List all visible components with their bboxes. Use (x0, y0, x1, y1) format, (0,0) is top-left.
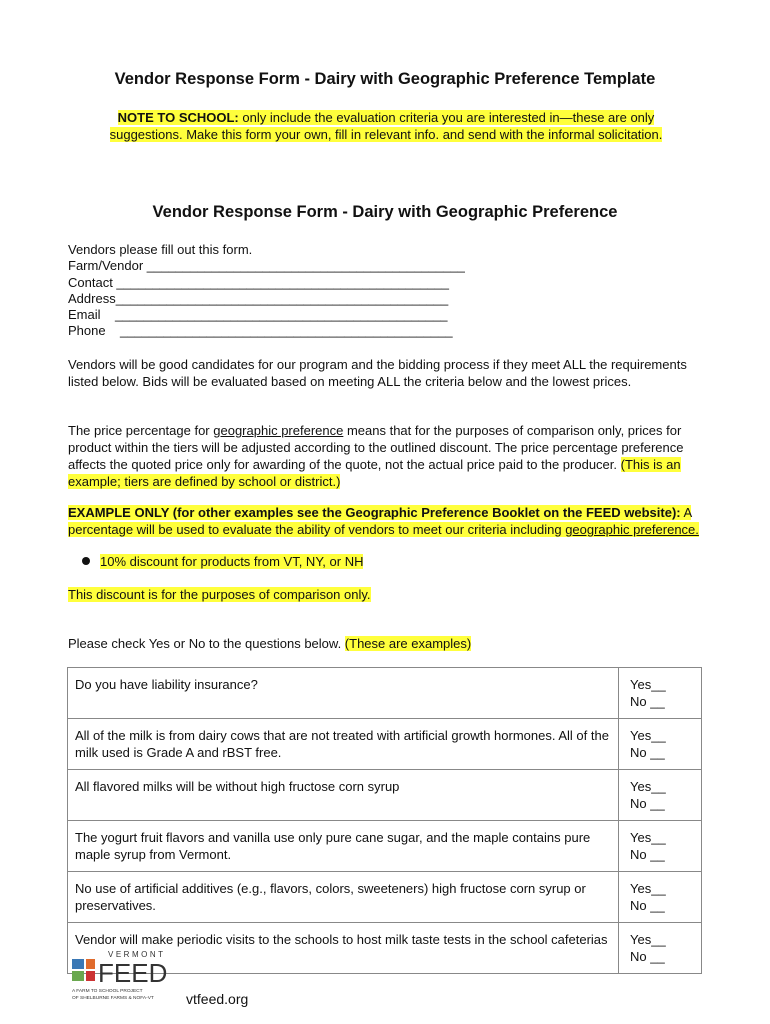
note-to-school (80, 109, 692, 143)
requirements-paragraph: Vendors will be good candidates for our program and the bidding process if they meet ALL the requirements listed below. Bids will be evaluated based on meeting ALL the criteria below and the lowest prices. (68, 357, 687, 389)
question-cell: All flavored milks will be without high fructose corn syrup (68, 770, 619, 821)
note-label: NOTE TO SCHOOL: (117, 110, 239, 125)
tier-example-note: (This is an example; tiers are defined by school or district.) (68, 457, 681, 489)
answer-cell (619, 923, 702, 974)
yes-option[interactable]: Yes__ (630, 932, 666, 947)
geographic-preference-link: geographic preference (213, 423, 344, 438)
table-row (68, 770, 702, 821)
phone-field[interactable]: Phone ______________________________________________ (68, 323, 453, 339)
logo-main-text: FEED (98, 958, 168, 988)
logo-sub2-text: OF SHELBURNE FARMS & NOFA-VT (72, 996, 154, 1001)
discount-text: 10% discount for products from VT, NY, or NH (100, 554, 364, 569)
address-field[interactable]: Address______________________________________________ (68, 290, 449, 306)
table-row (68, 872, 702, 923)
form-title: Vendor Response Form - Dairy with Geographic Preference (152, 203, 618, 221)
example-paragraph (68, 504, 708, 538)
no-option[interactable]: No __ (630, 745, 665, 760)
no-option[interactable]: No __ (630, 898, 665, 913)
discount-note-text: This discount is for the purposes of comparison only. (68, 587, 371, 602)
yes-option[interactable]: Yes__ (630, 779, 666, 794)
question-cell: The yogurt fruit flavors and vanilla use only pure cane sugar, and the maple contains pure maple syrup from Vermont. (68, 821, 619, 872)
vermont-feed-logo (70, 949, 182, 1001)
price-preference-paragraph (68, 422, 708, 490)
no-option[interactable]: No __ (630, 694, 665, 709)
bullet-icon (82, 557, 90, 565)
question-cell: Vendor will make periodic visits to the schools to host milk taste tests in the school cafeterias (68, 923, 619, 974)
p2-text-a: The price percentage for (68, 423, 214, 438)
answer-cell (619, 668, 702, 719)
vendor-fields (68, 242, 465, 340)
fields-intro: Vendors please fill out this form. (68, 242, 253, 257)
table-row (68, 668, 702, 719)
template-title: Vendor Response Form - Dairy with Geographic Preference Template (114, 70, 656, 88)
geographic-preference-link-2: geographic preference. (565, 522, 699, 537)
question-cell: All of the milk is from dairy cows that are not treated with artificial growth hormones. All of the milk used is Grade A and rBST free. (68, 719, 619, 770)
contact-field[interactable]: Contact ______________________________________________ (68, 274, 449, 290)
yes-option[interactable]: Yes__ (630, 677, 666, 692)
yes-option[interactable]: Yes__ (630, 881, 666, 896)
yes-option[interactable]: Yes__ (630, 728, 666, 743)
discount-bullet (82, 553, 363, 570)
answer-cell (619, 719, 702, 770)
table-row (68, 821, 702, 872)
p2-text-b: means that for the purposes of comparison only, prices for product within the tiers will be adjusted according to the outlined discount. The price percentage preference affects the quoted price only for awarding of the quote, not the actual price paid to the producer. (68, 423, 684, 472)
answer-cell (619, 872, 702, 923)
logo-sub1-text: A FARM TO SCHOOL PROJECT (72, 989, 143, 994)
note-text: only include the evaluation criteria you are interested in—these are only suggestions. Make this form your own, fill in relevant info. and send with the informal solicitation. (109, 110, 663, 142)
example-text: A percentage will be used to evaluate the ability of vendors to meet our criteria including (68, 505, 692, 537)
instructions-text: Please check Yes or No to the questions below. (68, 636, 345, 651)
yes-option[interactable]: Yes__ (630, 830, 666, 845)
farm-vendor-field[interactable]: Farm/Vendor ____________________________________________ (68, 258, 465, 274)
logo-top-text: VERMONT (108, 950, 166, 959)
answer-cell (619, 821, 702, 872)
criteria-table (67, 667, 702, 974)
discount-note (68, 586, 708, 603)
no-option[interactable]: No __ (630, 796, 665, 811)
no-option[interactable]: No __ (630, 847, 665, 862)
footer-url[interactable]: vtfeed.org (186, 991, 249, 1007)
examples-note: (These are examples) (344, 636, 472, 651)
no-option[interactable]: No __ (630, 949, 665, 964)
table-row (68, 719, 702, 770)
example-only-label: EXAMPLE ONLY (for other examples see the Geographic Preference Booklet on the FEED website): (68, 505, 681, 520)
question-cell: No use of artificial additives (e.g., flavors, colors, sweeteners) high fructose corn syrup or preservatives. (68, 872, 619, 923)
email-field[interactable]: Email ______________________________________________ (68, 307, 448, 323)
checklist-instructions (68, 635, 708, 652)
question-cell: Do you have liability insurance? (68, 668, 619, 719)
answer-cell (619, 770, 702, 821)
